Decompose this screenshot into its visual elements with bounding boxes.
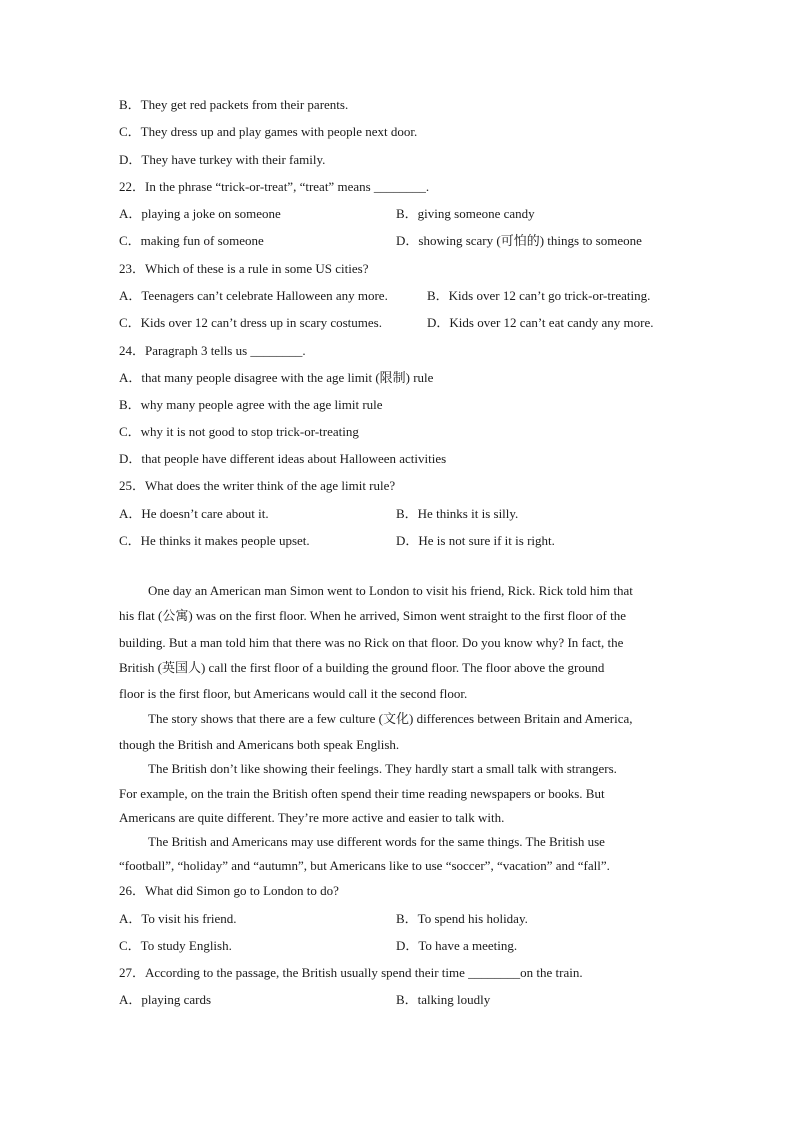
- q21-option-c: C．They dress up and play games with people next door.: [119, 124, 418, 139]
- passage-p2-line1: The story shows that there are a few culture (文化) differences between Britain and America,: [148, 711, 633, 726]
- q25-option-a: A．He doesn’t care about it.: [119, 506, 269, 521]
- q27-option-b: B．talking loudly: [396, 992, 491, 1007]
- q23-option-c: C．Kids over 12 can’t dress up in scary costumes.: [119, 315, 382, 330]
- passage-p1-line3: building. But a man told him that there was no Rick on that floor. Do you know why? In fact, the: [119, 635, 624, 650]
- q22-option-a: A．playing a joke on someone: [119, 206, 281, 221]
- q21-option-b: B．They get red packets from their parents.: [119, 97, 349, 112]
- q22-option-b: B．giving someone candy: [396, 206, 535, 221]
- q24-option-a: A．that many people disagree with the age limit (限制) rule: [119, 370, 434, 385]
- passage-p2-line2: though the British and Americans both speak English.: [119, 737, 400, 752]
- q24-option-d: D．that people have different ideas about Halloween activities: [119, 451, 447, 466]
- q27-option-a: A．playing cards: [119, 992, 212, 1007]
- q26-option-a: A．To visit his friend.: [119, 911, 237, 926]
- passage-p1-line5: floor is the first floor, but Americans would call it the second floor.: [119, 686, 468, 701]
- passage-p3-line1: The British don’t like showing their feelings. They hardly start a small talk with strangers.: [148, 761, 617, 776]
- q26-option-c: C．To study English.: [119, 938, 232, 953]
- q24-option-b: B．why many people agree with the age limit rule: [119, 397, 383, 412]
- q26-option-d: D．To have a meeting.: [396, 938, 518, 953]
- passage-p1-line2: his flat (公寓) was on the first floor. When he arrived, Simon went straight to the first floor of the: [119, 608, 627, 623]
- passage-p3-line3: Americans are quite different. They’re more active and easier to talk with.: [119, 810, 505, 825]
- passage-p4-line1: The British and Americans may use different words for the same things. The British use: [148, 834, 605, 849]
- q25-option-b: B．He thinks it is silly.: [396, 506, 519, 521]
- passage-p3-line2: For example, on the train the British often spend their time reading newspapers or books. But: [119, 786, 605, 801]
- q24-option-c: C．why it is not good to stop trick-or-treating: [119, 424, 359, 439]
- q26-stem: 26．What did Simon go to London to do?: [119, 883, 339, 898]
- q25-stem: 25．What does the writer think of the age limit rule?: [119, 478, 396, 493]
- q25-option-c: C．He thinks it makes people upset.: [119, 533, 310, 548]
- passage-p4-line2: “football”, “holiday” and “autumn”, but Americans like to use “soccer”, “vacation” and “fall”.: [119, 858, 610, 873]
- q24-stem: 24．Paragraph 3 tells us ________.: [119, 343, 306, 358]
- passage-p1-line1: One day an American man Simon went to London to visit his friend, Rick. Rick told him that: [148, 583, 633, 598]
- q23-option-b: B．Kids over 12 can’t go trick-or-treating.: [427, 288, 651, 303]
- q23-stem: 23．Which of these is a rule in some US cities?: [119, 261, 369, 276]
- q21-option-d: D．They have turkey with their family.: [119, 152, 326, 167]
- passage-p1-line4: British (英国人) call the first floor of a building the ground floor. The floor above the ground: [119, 660, 605, 675]
- q22-option-d: D．showing scary (可怕的) things to someone: [396, 233, 642, 248]
- q23-option-a: A．Teenagers can’t celebrate Halloween any more.: [119, 288, 388, 303]
- q23-option-d: D．Kids over 12 can’t eat candy any more.: [427, 315, 654, 330]
- q22-stem: 22．In the phrase “trick-or-treat”, “treat” means ________.: [119, 179, 430, 194]
- q26-option-b: B．To spend his holiday.: [396, 911, 528, 926]
- q27-stem: 27．According to the passage, the British usually spend their time ________on the train.: [119, 965, 583, 980]
- q25-option-d: D．He is not sure if it is right.: [396, 533, 555, 548]
- q22-option-c: C．making fun of someone: [119, 233, 264, 248]
